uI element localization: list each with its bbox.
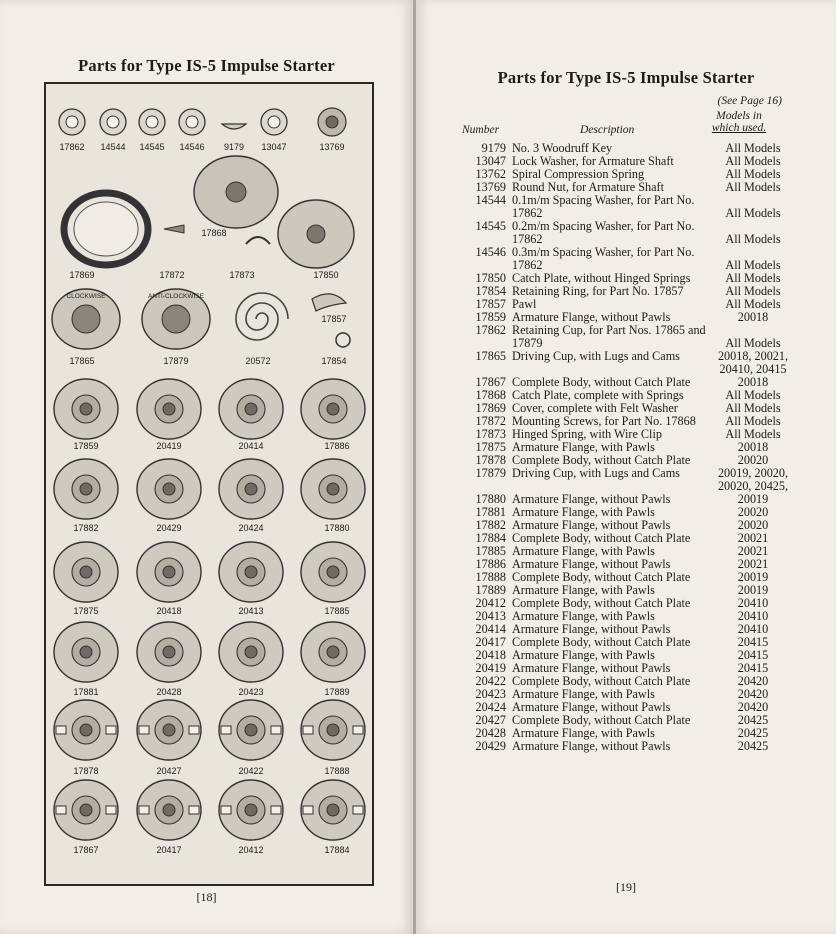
part-description: Driving Cup, with Lugs and Cams bbox=[512, 349, 680, 363]
table-row bbox=[456, 467, 798, 493]
part-models: 20425 bbox=[737, 713, 769, 727]
part-number: 20427 bbox=[475, 713, 506, 727]
part-number: 17889 bbox=[475, 583, 506, 597]
flange-bore bbox=[245, 566, 257, 578]
body-lug bbox=[303, 806, 313, 814]
part-description: Armature Flange, with Pawls bbox=[512, 440, 655, 454]
body-lug bbox=[221, 726, 231, 734]
part-models: 20425 bbox=[737, 739, 769, 753]
washer-hole bbox=[107, 116, 119, 128]
part-label: 17881 bbox=[73, 687, 99, 697]
left-page bbox=[0, 0, 413, 934]
flange-bore bbox=[327, 724, 339, 736]
part-label: 17865 bbox=[69, 356, 95, 366]
part-description: Armature Flange, with Pawls bbox=[512, 609, 655, 623]
see-page-note: (See Page 16) bbox=[717, 95, 782, 107]
stamp-label: CLOCKWISE bbox=[66, 293, 106, 300]
part-models: All Models bbox=[725, 180, 781, 194]
part-label: 17879 bbox=[163, 356, 189, 366]
part-models: 20018 bbox=[737, 310, 769, 324]
part-models: All Models bbox=[725, 271, 781, 285]
part-number: 17886 bbox=[475, 557, 506, 571]
part-number: 17865 bbox=[475, 349, 506, 363]
part-number: 14546 bbox=[475, 245, 506, 259]
part-description: Retaining Ring, for Part No. 17857 bbox=[512, 284, 684, 298]
part-models: All Models bbox=[725, 284, 781, 298]
part-label: 13769 bbox=[319, 142, 345, 152]
part-number: 20423 bbox=[475, 687, 506, 701]
part-label: 17859 bbox=[73, 441, 99, 451]
flange-bore bbox=[245, 483, 257, 495]
part-label: 14544 bbox=[100, 142, 126, 152]
part-label: 20424 bbox=[238, 523, 264, 533]
body-lug bbox=[56, 726, 66, 734]
part-models: 20410 bbox=[737, 596, 769, 610]
body-lug bbox=[221, 806, 231, 814]
part-number: 17867 bbox=[475, 375, 506, 389]
part-number: 17880 bbox=[475, 492, 506, 506]
part-description: Armature Flange, with Pawls bbox=[512, 544, 655, 558]
right-page-title: Parts for Type IS-5 Impulse Starter bbox=[497, 68, 755, 87]
part-description: Complete Body, without Catch Plate bbox=[512, 635, 691, 649]
part-description: Complete Body, without Catch Plate bbox=[512, 453, 691, 467]
part-models: 20415 bbox=[737, 648, 769, 662]
part-models: 20019 bbox=[737, 583, 769, 597]
flange-bore bbox=[163, 483, 175, 495]
part-description: Armature Flange, without Pawls bbox=[512, 492, 671, 506]
part-number: 17857 bbox=[475, 297, 506, 311]
stamp-label: ANTI-CLOCKWISE bbox=[148, 293, 204, 300]
flange-bore bbox=[327, 566, 339, 578]
part-models: All Models bbox=[725, 258, 781, 272]
part-number: 20418 bbox=[475, 648, 506, 662]
part-models: All Models bbox=[725, 154, 781, 168]
left-page-title: Parts for Type IS-5 Impulse Starter bbox=[78, 56, 335, 75]
part-number: 17875 bbox=[475, 440, 506, 454]
flange-bore bbox=[327, 483, 339, 495]
part-label: 17873 bbox=[229, 270, 255, 280]
pawl-drawing bbox=[312, 294, 346, 311]
part-label: 17880 bbox=[324, 523, 350, 533]
part-description: Armature Flange, with Pawls bbox=[512, 726, 655, 740]
part-description: 0.3m/m Spacing Washer, for Part No. 17862 bbox=[512, 245, 695, 272]
part-label: 20427 bbox=[156, 766, 182, 776]
part-description: Armature Flange, with Pawls bbox=[512, 687, 655, 701]
part-number: 20428 bbox=[475, 726, 506, 740]
part-number: 17854 bbox=[475, 284, 506, 298]
part-description: Mounting Screws, for Part No. 17868 bbox=[512, 414, 696, 428]
part-models: 20420 bbox=[737, 700, 769, 714]
flange-bore bbox=[245, 646, 257, 658]
washer-hole bbox=[186, 116, 198, 128]
part-label: 20423 bbox=[238, 687, 264, 697]
part-number: 13762 bbox=[475, 167, 506, 181]
flange-bore bbox=[327, 403, 339, 415]
part-number: 20422 bbox=[475, 674, 506, 688]
right-page-number: [19] bbox=[616, 880, 636, 894]
part-label: 20413 bbox=[238, 606, 264, 616]
washer-hole bbox=[268, 116, 280, 128]
flange-bore bbox=[80, 566, 92, 578]
body-lug bbox=[189, 806, 199, 814]
part-models: All Models bbox=[725, 427, 781, 441]
part-label: 20422 bbox=[238, 766, 264, 776]
part-label: 17862 bbox=[59, 142, 85, 152]
part-number: 20419 bbox=[475, 661, 506, 675]
flange-bore bbox=[163, 403, 175, 415]
part-description: Catch Plate, complete with Springs bbox=[512, 388, 684, 402]
part-models: 20410 bbox=[737, 622, 769, 636]
part-description: Armature Flange, with Pawls bbox=[512, 583, 655, 597]
part-number: 20424 bbox=[475, 700, 506, 714]
part-label: 20429 bbox=[156, 523, 182, 533]
part-models: 20018, 20021, 20410, 20415 bbox=[717, 349, 789, 376]
part-label: 17867 bbox=[73, 845, 99, 855]
part-description: Complete Body, without Catch Plate bbox=[512, 531, 691, 545]
part-label: 9179 bbox=[223, 142, 245, 152]
part-number: 20429 bbox=[475, 739, 506, 753]
part-description: Complete Body, without Catch Plate bbox=[512, 713, 691, 727]
flange-bore bbox=[245, 724, 257, 736]
catch-plate-center bbox=[226, 182, 246, 202]
flange-bore bbox=[327, 646, 339, 658]
part-description: Complete Body, without Catch Plate bbox=[512, 674, 691, 688]
part-number: 17862 bbox=[475, 323, 506, 337]
part-description: Armature Flange, without Pawls bbox=[512, 518, 671, 532]
models-header-line2: which used. bbox=[711, 122, 767, 134]
part-label: 17884 bbox=[324, 845, 350, 855]
part-label: 20414 bbox=[238, 441, 264, 451]
part-number: 17882 bbox=[475, 518, 506, 532]
part-models: 20410 bbox=[737, 609, 769, 623]
body-lug bbox=[271, 806, 281, 814]
part-label: 17888 bbox=[324, 766, 350, 776]
part-description: Driving Cup, with Lugs and Cams bbox=[512, 466, 680, 480]
part-number: 17888 bbox=[475, 570, 506, 584]
part-label: 17850 bbox=[313, 270, 339, 280]
part-description: Armature Flange, with Pawls bbox=[512, 505, 655, 519]
part-number: 20413 bbox=[475, 609, 506, 623]
part-number: 20414 bbox=[475, 622, 506, 636]
body-lug bbox=[189, 726, 199, 734]
retaining-ring-drawing bbox=[336, 333, 350, 347]
part-models: 20018 bbox=[737, 375, 769, 389]
part-label: 20419 bbox=[156, 441, 182, 451]
part-description: 0.2m/m Spacing Washer, for Part No. 17862 bbox=[512, 219, 695, 246]
part-description: Spiral Compression Spring bbox=[512, 167, 645, 181]
part-description: Armature Flange, without Pawls bbox=[512, 739, 671, 753]
woodruff-key-drawing bbox=[222, 124, 246, 129]
part-description: Armature Flange, with Pawls bbox=[512, 648, 655, 662]
catch-plate-2-center bbox=[307, 225, 325, 243]
body-lug bbox=[303, 726, 313, 734]
part-description: Complete Body, without Catch Plate bbox=[512, 375, 691, 389]
table-row bbox=[456, 350, 798, 376]
part-description: Armature Flange, without Pawls bbox=[512, 310, 671, 324]
flange-bore bbox=[80, 483, 92, 495]
pawl-part-label: 17857 bbox=[321, 314, 347, 324]
part-number: 14544 bbox=[475, 193, 506, 207]
part-models: All Models bbox=[725, 232, 781, 246]
part-number: 20412 bbox=[475, 596, 506, 610]
part-label: 20417 bbox=[156, 845, 182, 855]
flange-bore bbox=[80, 403, 92, 415]
flange-bore bbox=[80, 804, 92, 816]
part-description: Complete Body, without Catch Plate bbox=[512, 596, 691, 610]
part-models: 20021 bbox=[737, 544, 769, 558]
part-models: All Models bbox=[725, 206, 781, 220]
part-models: 20020 bbox=[737, 505, 769, 519]
part-models: 20019 bbox=[737, 492, 769, 506]
body-lug bbox=[56, 806, 66, 814]
driving-cup-hub bbox=[72, 305, 100, 333]
table-row bbox=[456, 740, 798, 753]
part-number: 17859 bbox=[475, 310, 506, 324]
part-label: 14546 bbox=[179, 142, 205, 152]
body-lug bbox=[106, 806, 116, 814]
part-description: Armature Flange, without Pawls bbox=[512, 557, 671, 571]
part-label: 14545 bbox=[139, 142, 165, 152]
part-number: 13769 bbox=[475, 180, 506, 194]
washer-hole bbox=[146, 116, 158, 128]
part-number: 17872 bbox=[475, 414, 506, 428]
table-row bbox=[456, 324, 798, 350]
models-column-header bbox=[694, 110, 784, 134]
number-column-header: Number bbox=[462, 124, 500, 136]
part-models: All Models bbox=[725, 401, 781, 415]
parts-illustration-plate bbox=[44, 82, 374, 886]
part-label: 20572 bbox=[245, 356, 271, 366]
part-models: 20018 bbox=[737, 440, 769, 454]
flange-bore bbox=[80, 724, 92, 736]
part-models: 20019 bbox=[737, 570, 769, 584]
table-row bbox=[456, 194, 798, 220]
part-models: All Models bbox=[725, 167, 781, 181]
part-label: 20418 bbox=[156, 606, 182, 616]
part-description: 0.1m/m Spacing Washer, for Part No. 17862 bbox=[512, 193, 695, 220]
part-description: Cover, complete with Felt Washer bbox=[512, 401, 678, 415]
part-label: 17882 bbox=[73, 523, 99, 533]
part-description: Armature Flange, without Pawls bbox=[512, 661, 671, 675]
round-nut-hole bbox=[326, 116, 338, 128]
part-label: 20428 bbox=[156, 687, 182, 697]
part-number: 17879 bbox=[475, 466, 506, 480]
flange-bore bbox=[80, 646, 92, 658]
part-models: 20415 bbox=[737, 661, 769, 675]
part-label: 17889 bbox=[324, 687, 350, 697]
part-label: 17869 bbox=[69, 270, 95, 280]
part-description: Hinged Spring, with Wire Clip bbox=[512, 427, 662, 441]
part-label: 17885 bbox=[324, 606, 350, 616]
part-label: 17854 bbox=[321, 356, 347, 366]
part-models: 20019, 20020, 20020, 20425, bbox=[717, 466, 789, 493]
table-row bbox=[456, 246, 798, 272]
left-page-number: [18] bbox=[196, 890, 217, 904]
body-lug bbox=[106, 726, 116, 734]
part-description: No. 3 Woodruff Key bbox=[512, 141, 613, 155]
part-label: 17868 bbox=[201, 228, 227, 238]
part-number: 17885 bbox=[475, 544, 506, 558]
part-number: 9179 bbox=[481, 141, 506, 155]
part-label: 17872 bbox=[159, 270, 185, 280]
body-lug bbox=[353, 726, 363, 734]
description-column-header: Description bbox=[580, 124, 635, 136]
part-description: Complete Body, without Catch Plate bbox=[512, 570, 691, 584]
part-number: 20417 bbox=[475, 635, 506, 649]
parts-illustration bbox=[46, 84, 372, 884]
body-lug bbox=[271, 726, 281, 734]
flange-bore bbox=[245, 804, 257, 816]
models-header-line1: Models in bbox=[716, 110, 762, 122]
part-label: 17875 bbox=[73, 606, 99, 616]
flange-bore bbox=[163, 566, 175, 578]
part-models: All Models bbox=[725, 336, 781, 350]
part-models: 20020 bbox=[737, 518, 769, 532]
part-models: All Models bbox=[725, 388, 781, 402]
body-lug bbox=[139, 726, 149, 734]
body-lug bbox=[353, 806, 363, 814]
part-models: 20425 bbox=[737, 726, 769, 740]
part-description: Pawl bbox=[512, 297, 537, 311]
part-description: Armature Flange, without Pawls bbox=[512, 700, 671, 714]
cover-ring-inner bbox=[74, 202, 138, 256]
part-label: 17886 bbox=[324, 441, 350, 451]
part-description: Round Nut, for Armature Shaft bbox=[512, 180, 664, 194]
part-models: 20020 bbox=[737, 453, 769, 467]
spiral-spring-drawing bbox=[236, 293, 288, 340]
driving-cup-hub bbox=[162, 305, 190, 333]
part-models: 20415 bbox=[737, 635, 769, 649]
part-description: Catch Plate, without Hinged Springs bbox=[512, 271, 691, 285]
part-number: 17884 bbox=[475, 531, 506, 545]
part-description: Lock Washer, for Armature Shaft bbox=[512, 154, 674, 168]
part-description: Retaining Cup, for Part Nos. 17865 and 17879 bbox=[512, 323, 706, 350]
table-row bbox=[456, 220, 798, 246]
part-description: Armature Flange, without Pawls bbox=[512, 622, 671, 636]
part-models: 20021 bbox=[737, 557, 769, 571]
part-models: All Models bbox=[725, 414, 781, 428]
part-models: 20420 bbox=[737, 687, 769, 701]
screw-drawing bbox=[164, 225, 184, 233]
part-number: 17869 bbox=[475, 401, 506, 415]
flange-bore bbox=[163, 804, 175, 816]
flange-bore bbox=[327, 804, 339, 816]
part-number: 14545 bbox=[475, 219, 506, 233]
flange-bore bbox=[245, 403, 257, 415]
part-number: 17878 bbox=[475, 453, 506, 467]
body-lug bbox=[139, 806, 149, 814]
washer-hole bbox=[66, 116, 78, 128]
part-models: 20420 bbox=[737, 674, 769, 688]
part-number: 17850 bbox=[475, 271, 506, 285]
part-models: All Models bbox=[725, 297, 781, 311]
part-models: 20021 bbox=[737, 531, 769, 545]
part-number: 17881 bbox=[475, 505, 506, 519]
flange-bore bbox=[163, 724, 175, 736]
part-number: 17873 bbox=[475, 427, 506, 441]
hinged-spring-drawing bbox=[246, 237, 270, 244]
right-page bbox=[416, 0, 836, 934]
part-models: All Models bbox=[725, 141, 781, 155]
part-number: 13047 bbox=[475, 154, 506, 168]
part-label: 20412 bbox=[238, 845, 264, 855]
part-label: 13047 bbox=[261, 142, 287, 152]
parts-table bbox=[456, 142, 798, 753]
part-number: 17868 bbox=[475, 388, 506, 402]
flange-bore bbox=[163, 646, 175, 658]
part-label: 17878 bbox=[73, 766, 99, 776]
